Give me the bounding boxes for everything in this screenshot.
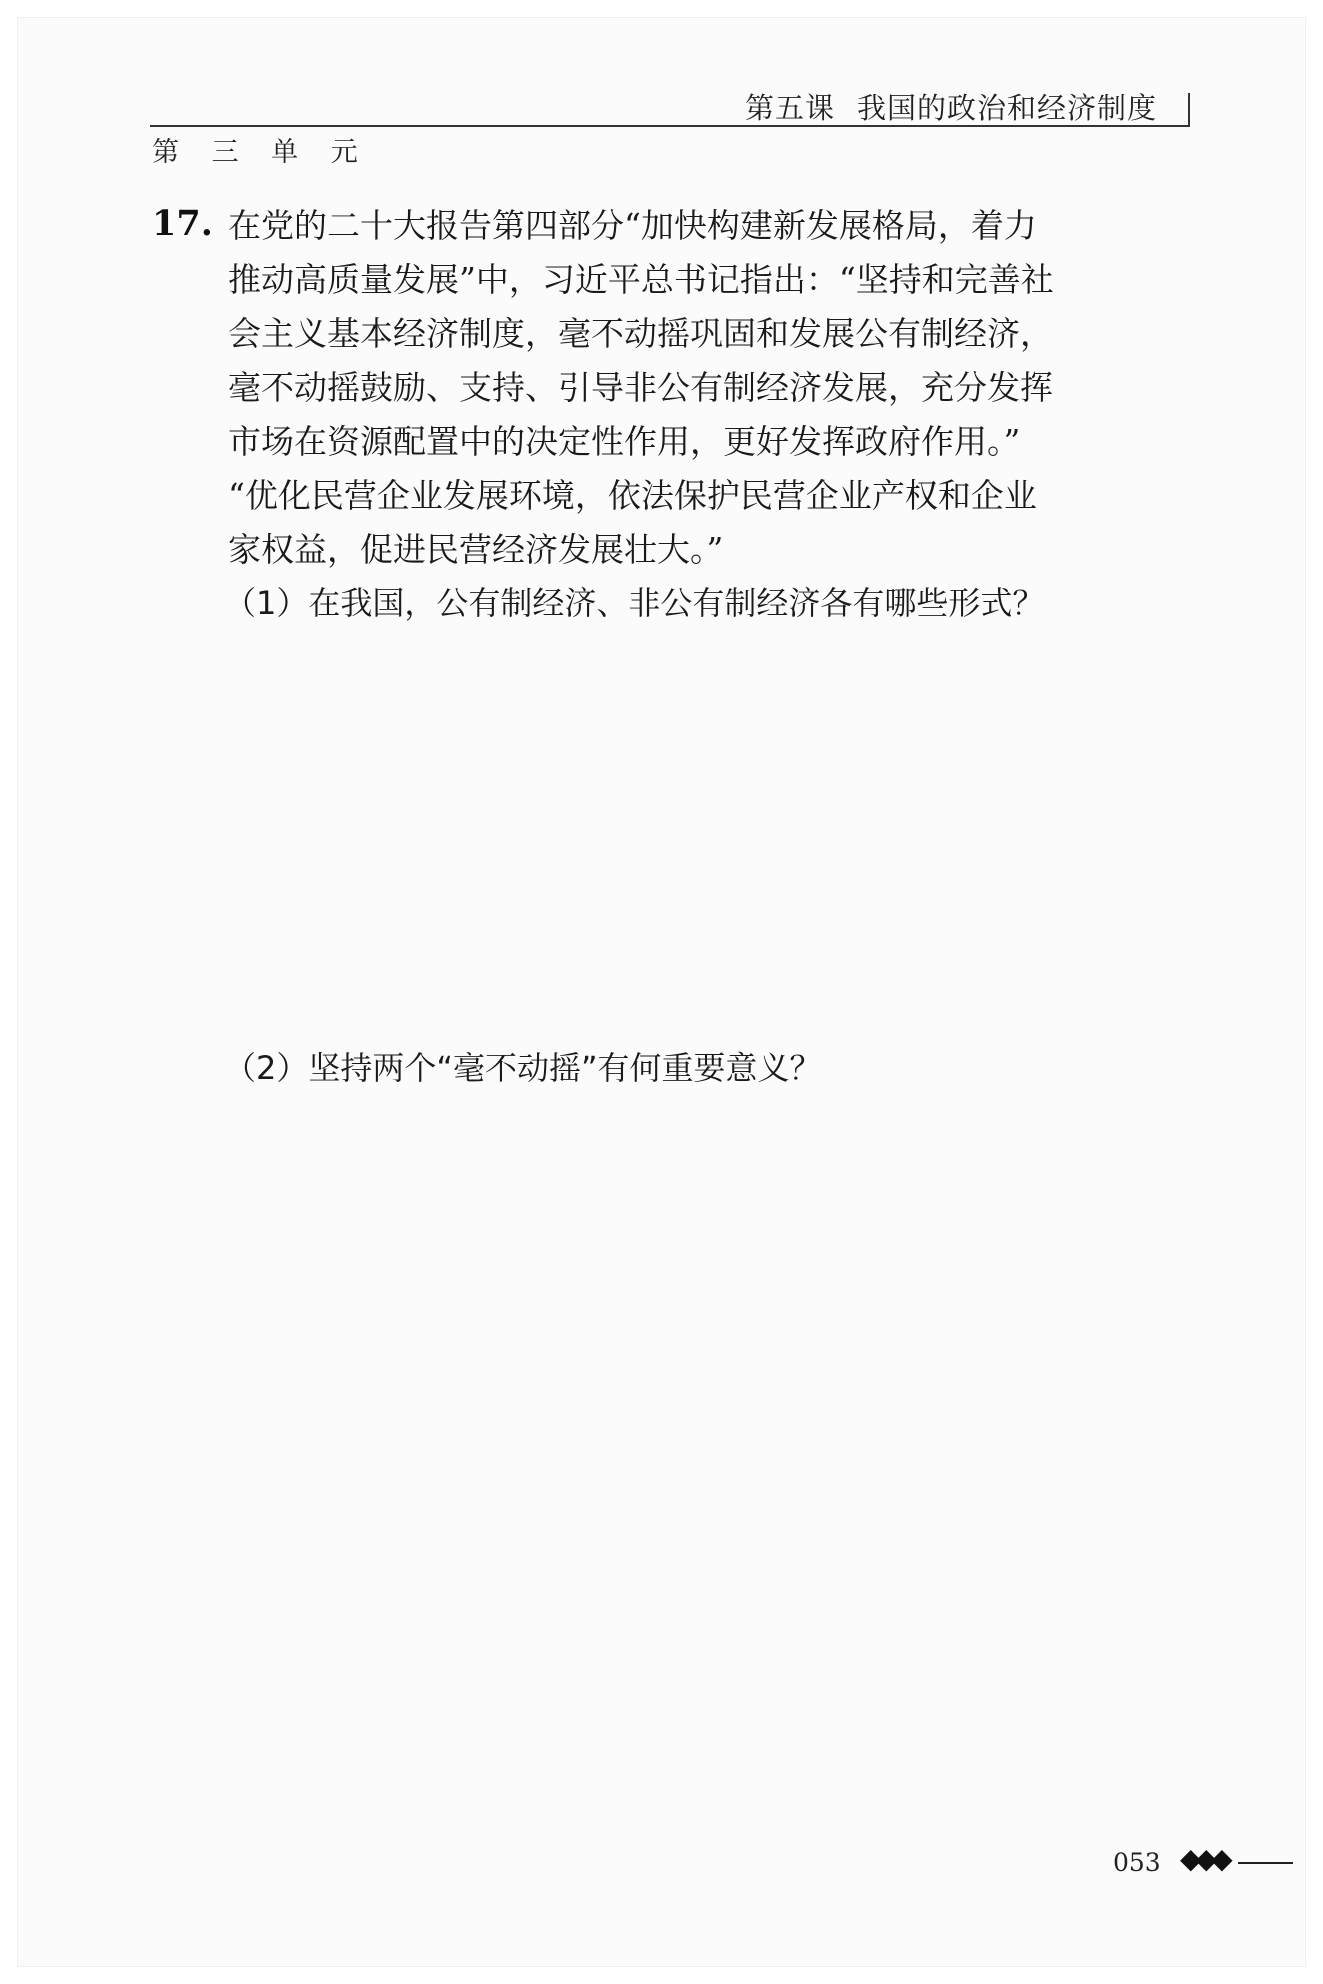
question-line: 毫不动摇鼓励、支持、引导非公有制经济发展，充分发挥 [228,368,1053,407]
question-line: 市场在资源配置中的决定性作用，更好发挥政府作用。” [228,422,1021,461]
sub-question-2: （2）坚持两个“毫不动摇”有何重要意义？ [224,1049,822,1087]
footer-rule [1238,1862,1293,1864]
sub-question-1: （1）在我国，公有制经济、非公有制经济各有哪些形式？ [224,584,1045,622]
diamond-ornament-icon: ◆◆◆ [1180,1842,1227,1875]
header-rule [150,125,1190,127]
question-line: 在党的二十大报告第四部分“加快构建新发展格局，着力 [228,206,1037,245]
question-line: “优化民营企业发展环境，依法保护民营企业产权和企业 [228,476,1037,515]
lesson-label: 第五课 [745,91,836,125]
question-line: 推动高质量发展”中，习近平总书记指出：“坚持和完善社 [228,260,1054,299]
question-line: 会主义基本经济制度，毫不动摇巩固和发展公有制经济， [228,314,1053,353]
lesson-topic: 我国的政治和经济制度 [857,91,1158,125]
page-number: 053 [1113,1848,1161,1877]
header-rule-end [1188,93,1190,127]
question-line: 家权益，促进民营经济发展壮大。” [228,530,724,569]
unit-label: 第 三 单 元 [152,137,370,168]
question-number: 17. [152,203,213,244]
running-header [745,86,1157,127]
